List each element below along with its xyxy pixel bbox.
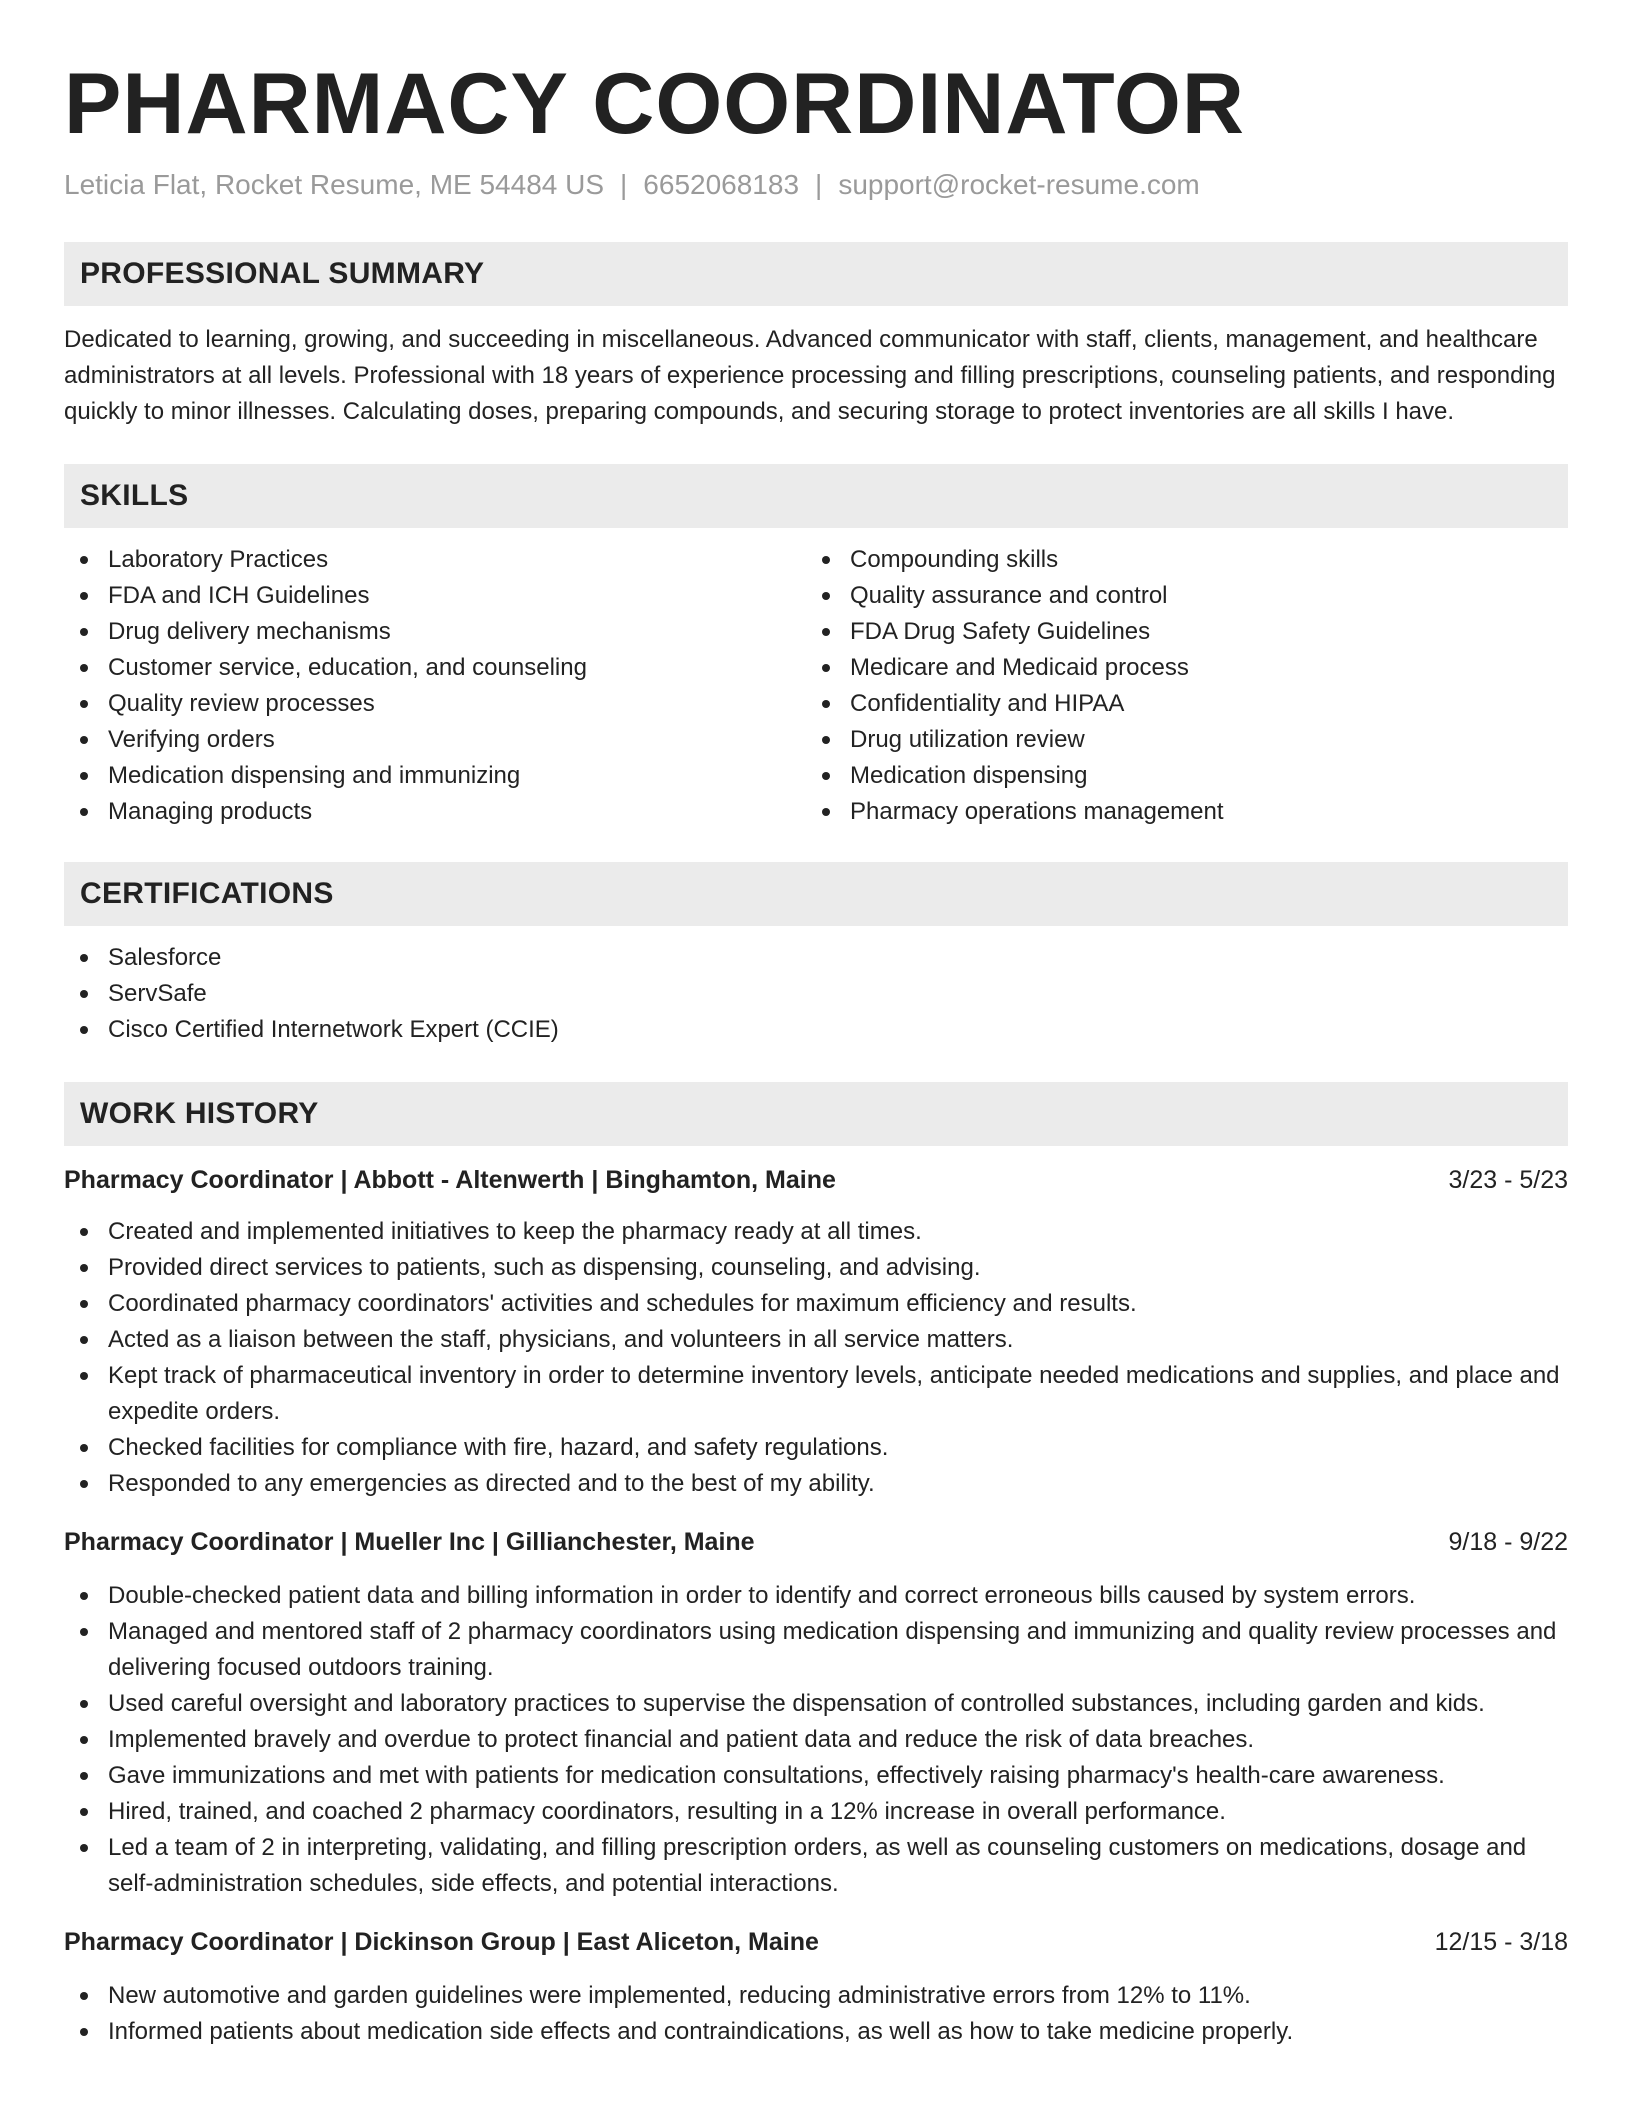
job-bullets — [64, 1578, 1568, 1902]
list-item: Provided direct services to patients, such as dispensing, counseling, and advising. — [64, 1250, 1568, 1286]
contact-separator: | — [815, 169, 823, 200]
list-item: Medication dispensing and immunizing — [64, 758, 806, 794]
list-item: Used careful oversight and laboratory practices to supervise the dispensation of controlled substances, including garden and kids. — [64, 1686, 1568, 1722]
list-item: Checked facilities for compliance with fire, hazard, and safety regulations. — [64, 1430, 1568, 1466]
list-item: Hired, trained, and coached 2 pharmacy coordinators, resulting in a 12% increase in overall performance. — [64, 1794, 1568, 1830]
contact-line — [64, 168, 1568, 202]
page-title: PHARMACY COORDINATOR — [64, 56, 1246, 152]
job-bullets — [64, 1978, 1568, 2050]
list-item: Kept track of pharmaceutical inventory in order to determine inventory levels, anticipate needed medications and supplies, and place and expedite orders. — [64, 1358, 1568, 1430]
list-item: Confidentiality and HIPAA — [806, 686, 1548, 722]
contact-email[interactable]: support@rocket-resume.com — [838, 169, 1200, 200]
list-item: Medication dispensing — [806, 758, 1548, 794]
list-item: Quality review processes — [64, 686, 806, 722]
certifications-list — [64, 940, 1568, 1048]
list-item: Managed and mentored staff of 2 pharmacy coordinators using medication dispensing and immunizing and quality review processes and delivering focused outdoors training. — [64, 1614, 1568, 1686]
list-item: Cisco Certified Internetwork Expert (CCIE) — [64, 1012, 1568, 1048]
job-header — [64, 1924, 1568, 1960]
resume-page — [64, 0, 1568, 2050]
job-entry — [64, 1924, 1568, 2050]
job-dates: 12/15 - 3/18 — [1434, 1928, 1568, 1956]
summary-heading: PROFESSIONAL SUMMARY — [64, 242, 1568, 306]
list-item: Drug utilization review — [806, 722, 1548, 758]
summary-text: Dedicated to learning, growing, and succeeding in miscellaneous. Advanced communicator with staff, clients, management, and healthcare administrators at all levels. Professional with 18 years of experience processing and filling prescriptions, counseling patients, and responding quickly to minor illnesses. Calculating doses, preparing compounds, and securing storage to protect inventories are all skills I have. — [64, 326, 1556, 425]
list-item: Created and implemented initiatives to keep the pharmacy ready at all times. — [64, 1214, 1568, 1250]
list-item: Salesforce — [64, 940, 1568, 976]
job-header — [64, 1524, 1568, 1560]
list-item: Verifying orders — [64, 722, 806, 758]
list-item: Coordinated pharmacy coordinators' activities and schedules for maximum efficiency and results. — [64, 1286, 1568, 1322]
list-item: Acted as a liaison between the staff, physicians, and volunteers in all service matters. — [64, 1322, 1568, 1358]
list-item: Laboratory Practices — [64, 542, 806, 578]
list-item: Managing products — [64, 794, 806, 830]
job-dates: 3/23 - 5/23 — [1448, 1166, 1568, 1194]
job-header — [64, 1162, 1568, 1198]
list-item: Medicare and Medicaid process — [806, 650, 1548, 686]
skills-column-left — [64, 542, 806, 830]
list-item: Quality assurance and control — [806, 578, 1548, 614]
list-item: Compounding skills — [806, 542, 1548, 578]
list-item: Implemented bravely and overdue to protect financial and patient data and reduce the risk of data breaches. — [64, 1722, 1568, 1758]
contact-address: Leticia Flat, Rocket Resume, ME 54484 US — [64, 169, 605, 200]
job-bullets — [64, 1214, 1568, 1502]
job-title: Pharmacy Coordinator | Abbott - Altenwerth | Binghamton, Maine — [64, 1166, 836, 1194]
certifications-heading: CERTIFICATIONS — [64, 862, 1568, 926]
list-item: Gave immunizations and met with patients for medication consultations, effectively raising pharmacy's health-care awareness. — [64, 1758, 1568, 1794]
list-item: Double-checked patient data and billing information in order to identify and correct erroneous bills caused by system errors. — [64, 1578, 1568, 1614]
list-item: FDA Drug Safety Guidelines — [806, 614, 1548, 650]
list-item: Drug delivery mechanisms — [64, 614, 806, 650]
job-title: Pharmacy Coordinator | Mueller Inc | Gillianchester, Maine — [64, 1528, 755, 1556]
list-item: New automotive and garden guidelines were implemented, reducing administrative errors from 12% to 11%. — [64, 1978, 1568, 2014]
skills-column-right — [806, 542, 1548, 830]
contact-separator: | — [620, 169, 628, 200]
job-title: Pharmacy Coordinator | Dickinson Group | East Aliceton, Maine — [64, 1928, 819, 1956]
contact-phone: 6652068183 — [643, 169, 800, 200]
list-item: Customer service, education, and counseling — [64, 650, 806, 686]
list-item: ServSafe — [64, 976, 1568, 1012]
job-entry — [64, 1524, 1568, 1902]
list-item: Responded to any emergencies as directed and to the best of my ability. — [64, 1466, 1568, 1502]
list-item: FDA and ICH Guidelines — [64, 578, 806, 614]
job-dates: 9/18 - 9/22 — [1448, 1528, 1568, 1556]
skills-heading: SKILLS — [64, 464, 1568, 528]
job-entry — [64, 1162, 1568, 1502]
skills-list — [64, 542, 1568, 830]
list-item: Informed patients about medication side effects and contraindications, as well as how to take medicine properly. — [64, 2014, 1568, 2050]
list-item: Pharmacy operations management — [806, 794, 1548, 830]
work-history-heading: WORK HISTORY — [64, 1082, 1568, 1146]
list-item: Led a team of 2 in interpreting, validating, and filling prescription orders, as well as counseling customers on medications, dosage and self-administration schedules, side effects, and potential interactions. — [64, 1830, 1568, 1902]
